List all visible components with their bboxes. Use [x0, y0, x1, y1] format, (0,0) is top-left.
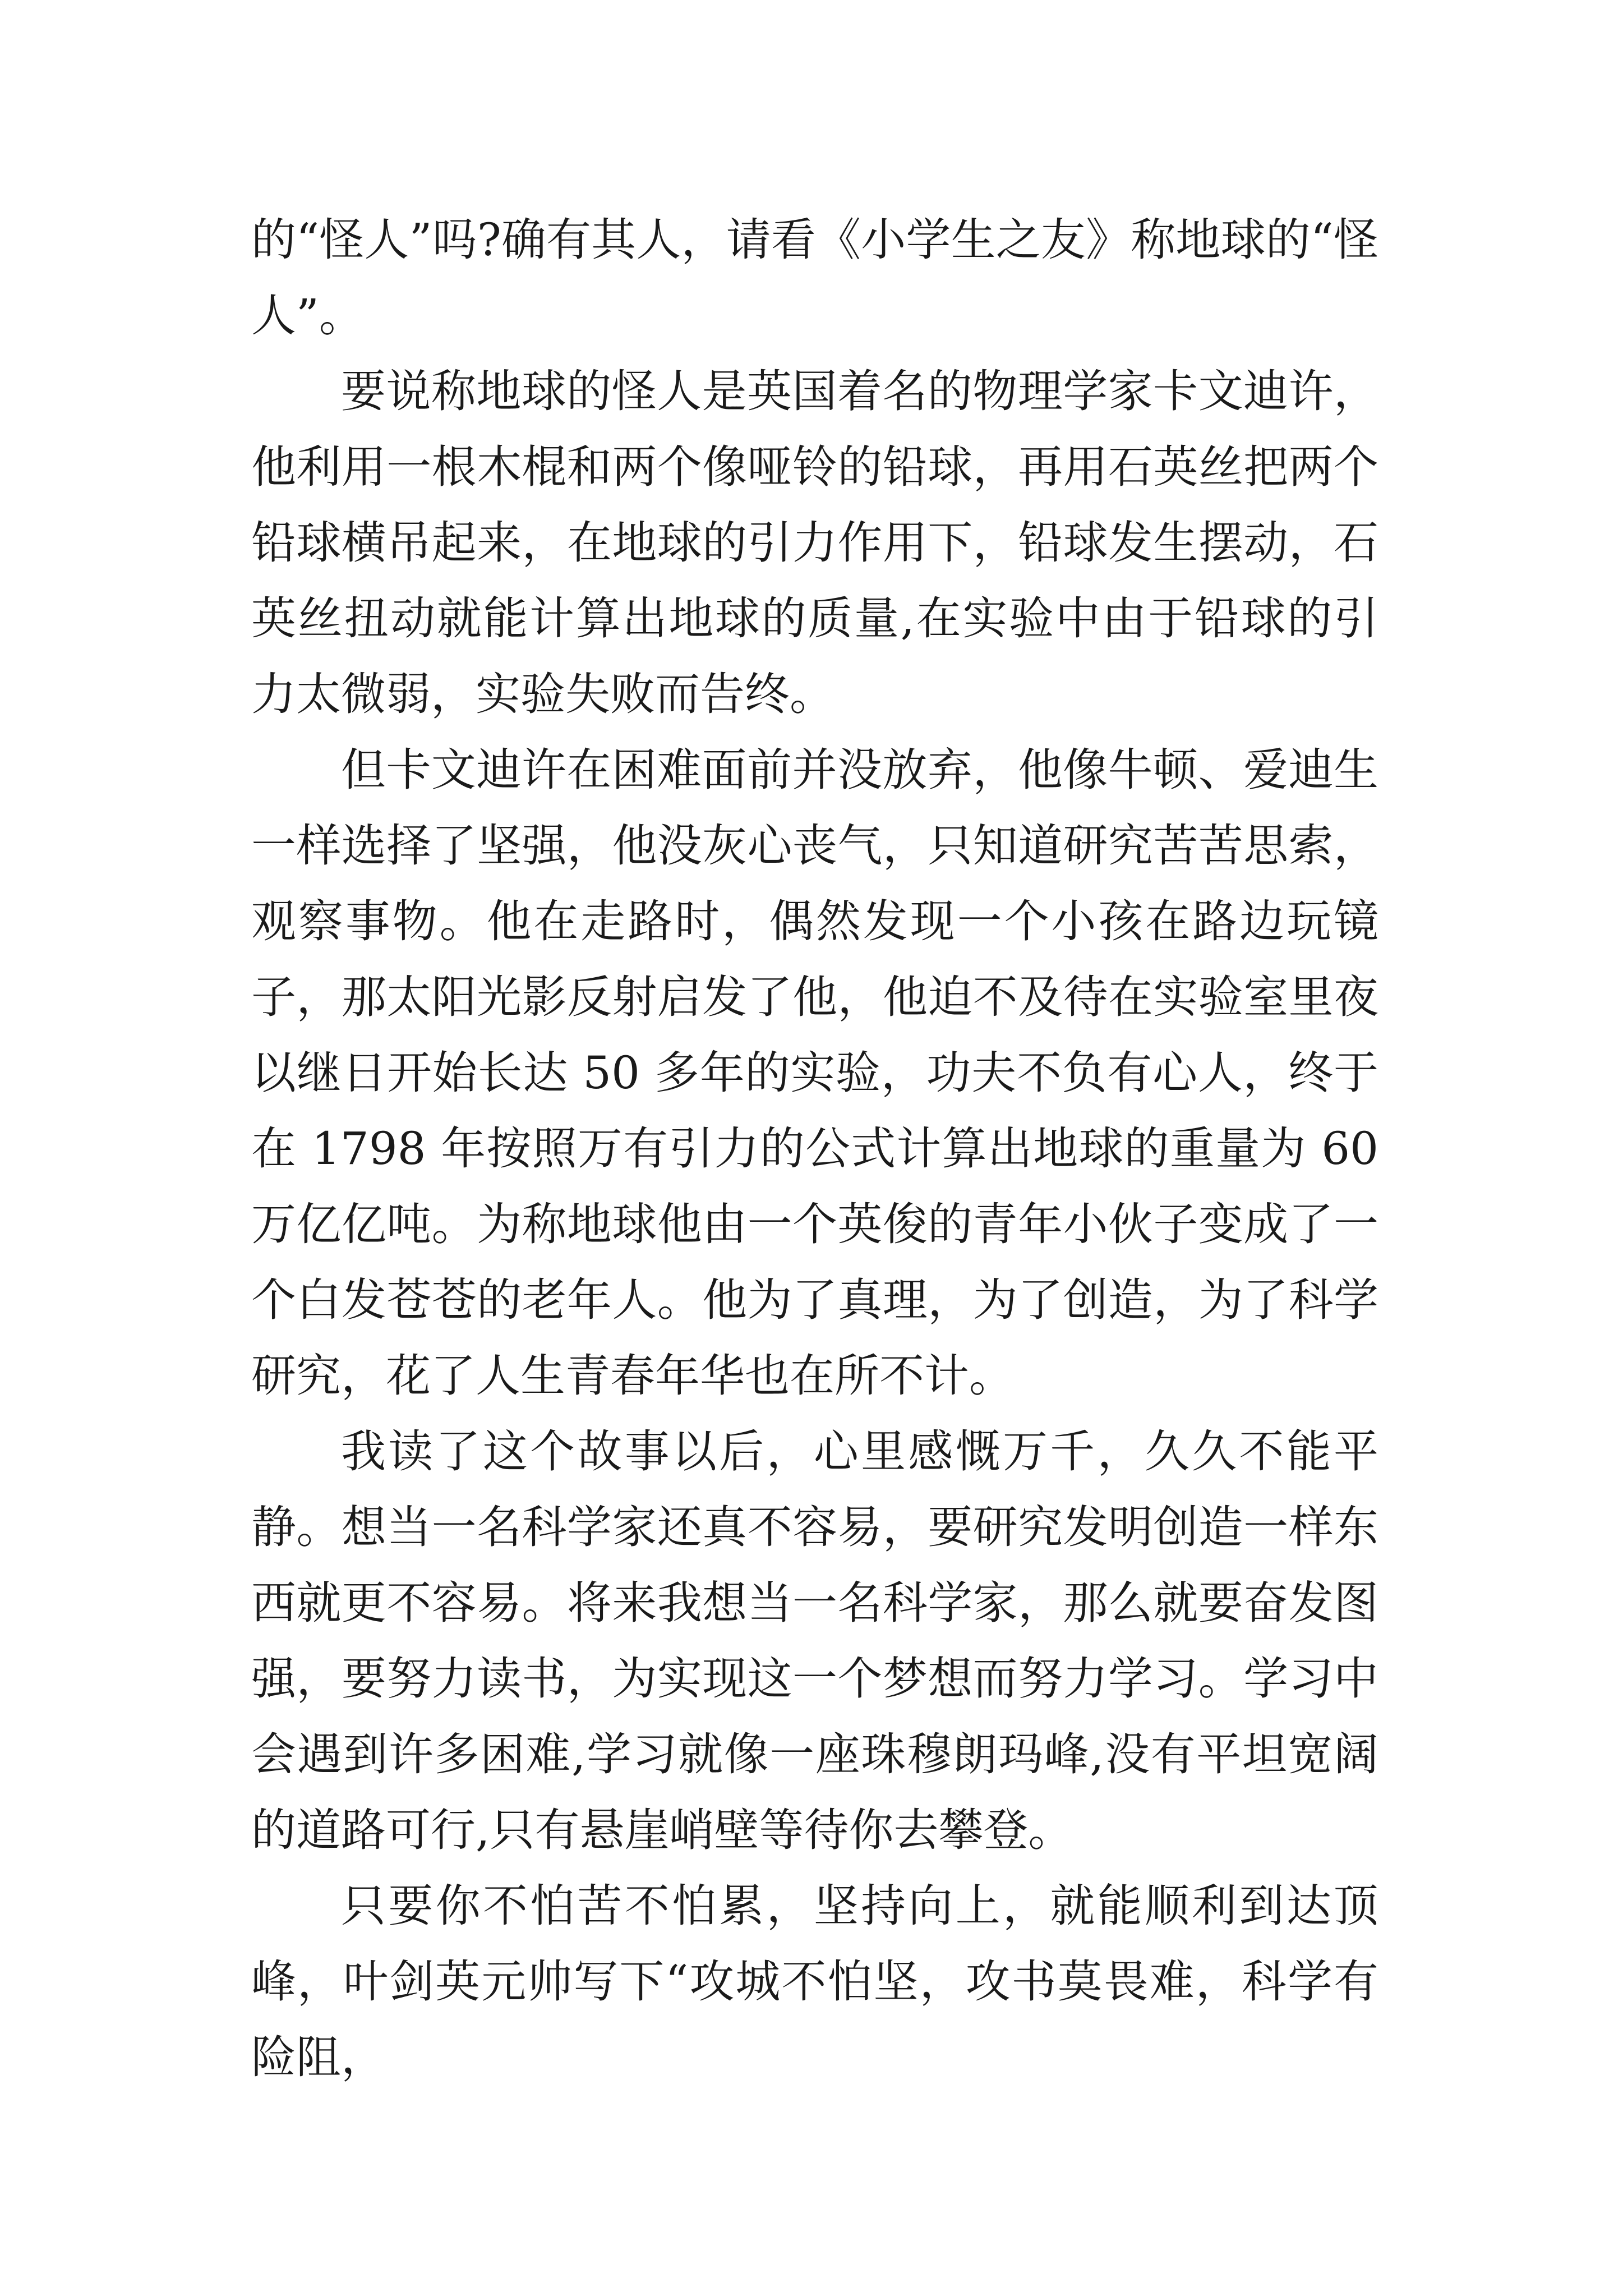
- paragraph-continuation: 的“怪人”吗?确有其人，请看《小学生之友》称地球的“怪人”。: [251, 214, 1378, 342]
- paragraph-perseverance: 但卡文迪许在困难面前并没放弃，他像牛顿、爱迪生一样选择了坚强，他没灰心丧气，只知道研究苦苦思索，观察事物。他在走路时，偶然发现一个小孩在路边玩镜子，那太阳光影反射启发了他，他迫不及待在实验室里夜以继日开始长达 50 多年的实验，功夫不负有心人，终于在 1798 年按照万有引力的公式计算出地球的重量为 60 万亿亿吨。为称地球他由一个英俊的青年小伙子变成了一个白发苍苍的老年人。他为了真理，为了创造，为了科学研究，花了人生青春年华也在所不计。: [251, 744, 1378, 1402]
- document-body: [251, 202, 1378, 2095]
- paragraph-cavendish-experiment: 要说称地球的怪人是英国着名的物理学家卡文迪许，他利用一根木棍和两个像哑铃的铅球，再用石英丝把两个铅球横吊起来，在地球的引力作用下，铅球发生摆动，石英丝扭动就能计算出地球的质量,在实验中由于铅球的引力太微弱，实验失败而告终。: [251, 365, 1378, 720]
- paragraph-conclusion: 只要你不怕苦不怕累，坚持向上，就能顺利到达顶峰，叶剑英元帅写下“攻城不怕坚，攻书莫畏难，科学有险阻，: [251, 1880, 1378, 2083]
- paragraph-reflection: 我读了这个故事以后，心里感慨万千，久久不能平静。想当一名科学家还真不容易，要研究发明创造一样东西就更不容易。将来我想当一名科学家，那么就要奋发图强，要努力读书，为实现这一个梦想而努力学习。学习中会遇到许多困难,学习就像一座珠穆朗玛峰,没有平坦宽阔的道路可行,只有悬崖峭壁等待你去攀登。: [251, 1425, 1378, 1856]
